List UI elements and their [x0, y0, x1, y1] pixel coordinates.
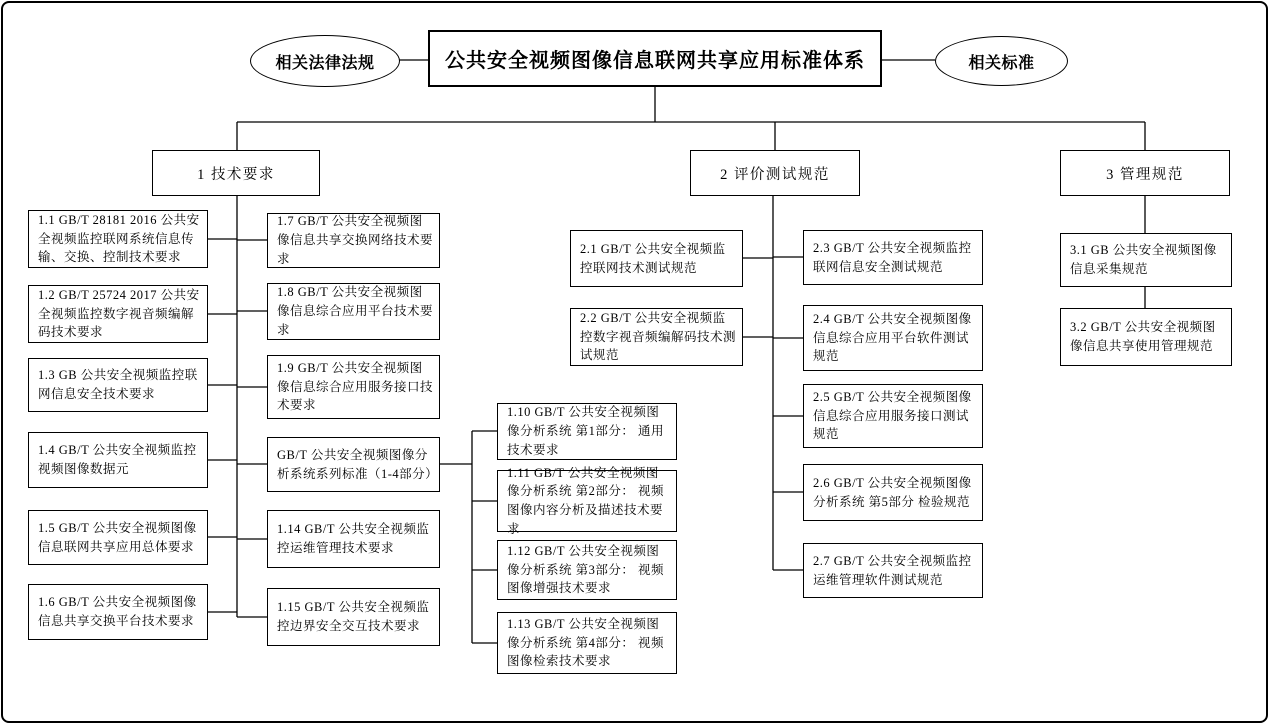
node-2-1: 2.1 GB/T 公共安全视频监控联网技术测试规范 — [570, 230, 743, 287]
node-2-6: 2.6 GB/T 公共安全视频图像分析系统 第5部分 检验规范 — [803, 464, 983, 521]
node-3-2: 3.2 GB/T 公共安全视频图像信息共享使用管理规范 — [1060, 308, 1232, 366]
diagram-title: 公共安全视频图像信息联网共享应用标准体系 — [428, 30, 882, 87]
node-1-6: 1.6 GB/T 公共安全视频图像信息共享交换平台技术要求 — [28, 584, 208, 640]
node-2-7: 2.7 GB/T 公共安全视频监控运维管理软件测试规范 — [803, 543, 983, 598]
node-2-3: 2.3 GB/T 公共安全视频监控联网信息安全测试规范 — [803, 230, 983, 285]
node-1-7: 1.7 GB/T 公共安全视频图像信息共享交换网络技术要求 — [267, 213, 440, 268]
node-1-2: 1.2 GB/T 25724 2017 公共安全视频监控数字视音频编解码技术要求 — [28, 285, 208, 343]
related-standards-ellipse: 相关标准 — [935, 36, 1068, 86]
node-series-standards: GB/T 公共安全视频图像分析系统系列标准（1-4部分） — [267, 437, 440, 492]
node-1-3: 1.3 GB 公共安全视频监控联网信息安全技术要求 — [28, 358, 208, 412]
node-3-1: 3.1 GB 公共安全视频图像信息采集规范 — [1060, 233, 1232, 287]
branch-3-management-specs: 3 管理规范 — [1060, 150, 1230, 196]
laws-regulations-ellipse: 相关法律法规 — [250, 35, 400, 87]
node-1-12: 1.12 GB/T 公共安全视频图像分析系统 第3部分： 视频图像增强技术要求 — [497, 540, 677, 600]
node-1-10: 1.10 GB/T 公共安全视频图像分析系统 第1部分： 通用技术要求 — [497, 403, 677, 460]
node-1-9: 1.9 GB/T 公共安全视频图像信息综合应用服务接口技术要求 — [267, 355, 440, 419]
node-1-15: 1.15 GB/T 公共安全视频监控边界安全交互技术要求 — [267, 588, 440, 646]
node-1-5: 1.5 GB/T 公共安全视频图像信息联网共享应用总体要求 — [28, 510, 208, 565]
node-2-5: 2.5 GB/T 公共安全视频图像信息综合应用服务接口测试规范 — [803, 384, 983, 448]
branch-1-technical-requirements: 1 技术要求 — [152, 150, 320, 196]
node-2-2: 2.2 GB/T 公共安全视频监控数字视音频编解码技术测试规范 — [570, 308, 743, 366]
node-1-4: 1.4 GB/T 公共安全视频监控视频图像数据元 — [28, 432, 208, 488]
node-2-4: 2.4 GB/T 公共安全视频图像信息综合应用平台软件测试规范 — [803, 305, 983, 371]
node-1-1: 1.1 GB/T 28181 2016 公共安全视频监控联网系统信息传输、交换、控制技术要求 — [28, 210, 208, 268]
node-1-8: 1.8 GB/T 公共安全视频图像信息综合应用平台技术要求 — [267, 283, 440, 340]
node-1-11: 1.11 GB/T 公共安全视频图像分析系统 第2部分： 视频图像内容分析及描述技术要求 — [497, 470, 677, 532]
node-1-13: 1.13 GB/T 公共安全视频图像分析系统 第4部分： 视频图像检索技术要求 — [497, 612, 677, 674]
node-1-14: 1.14 GB/T 公共安全视频监控运维管理技术要求 — [267, 510, 440, 568]
branch-2-evaluation-test-specs: 2 评价测试规范 — [690, 150, 860, 196]
